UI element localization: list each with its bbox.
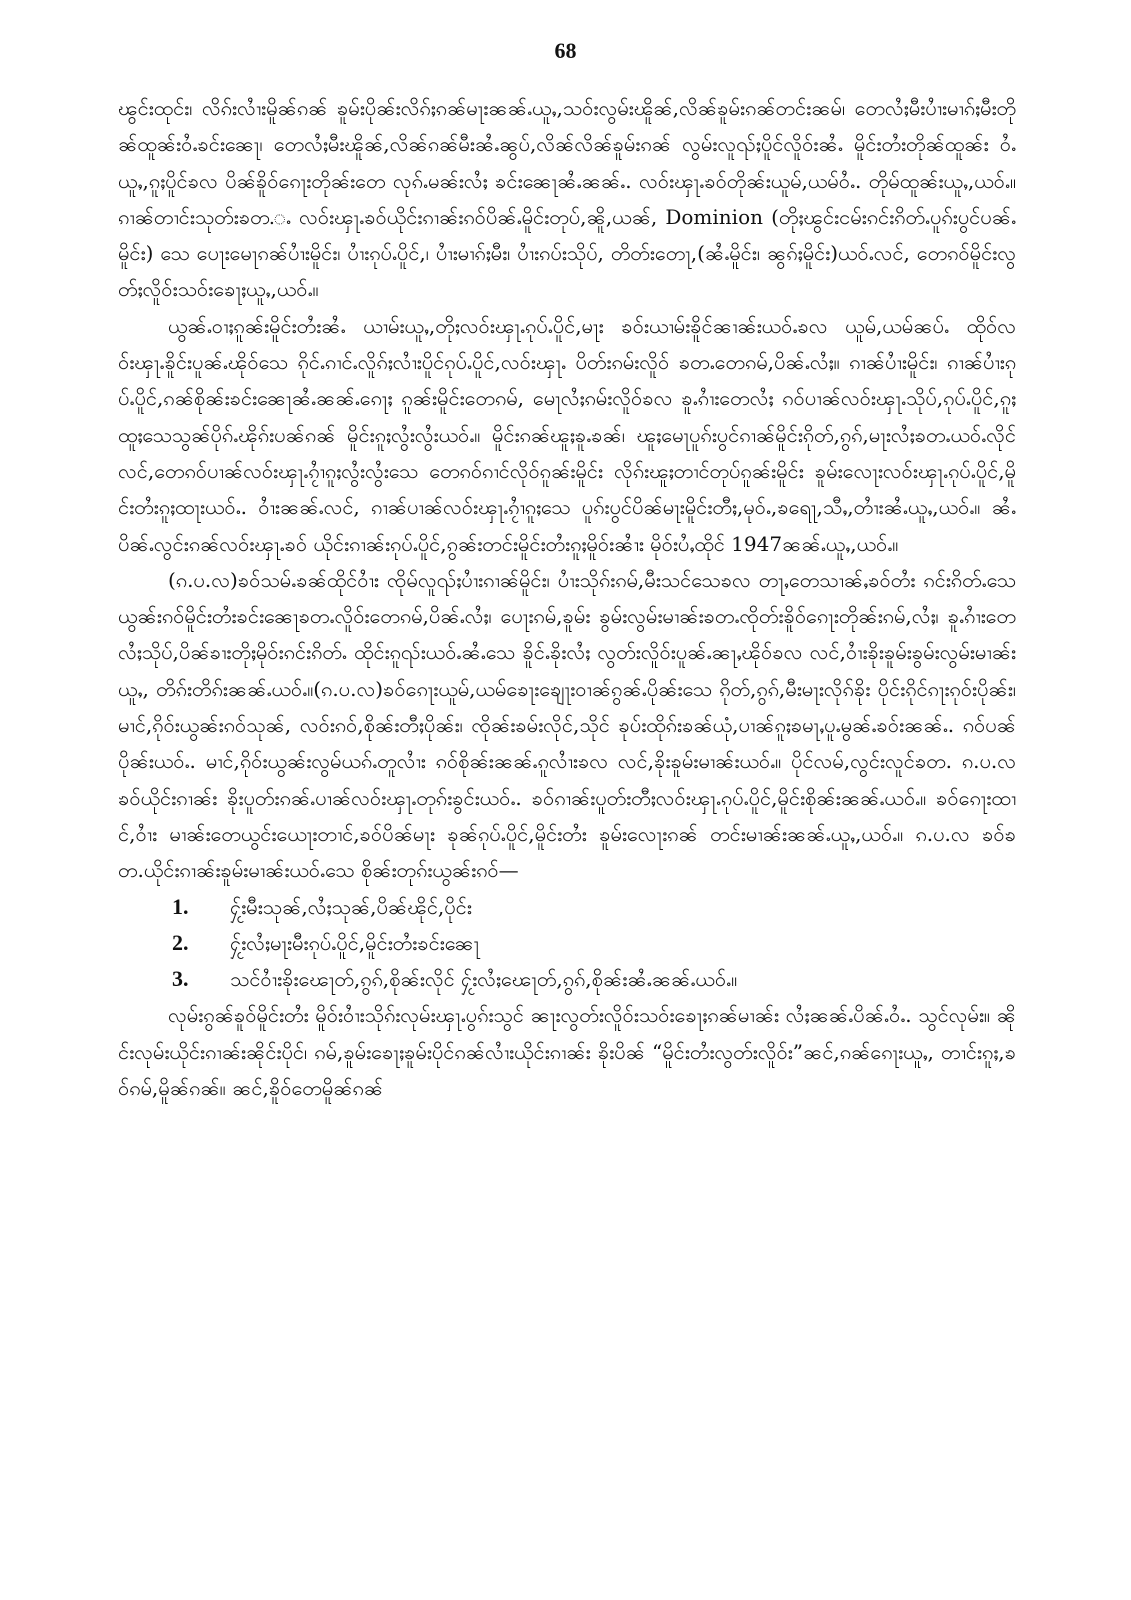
list-item-text: သင်ဝၢႆးၶိုးၽေႃတ်,ၵွၵ်,စိုၼ်းလိုင် ႁႂ်းလႆႈၽေႃတ်,ၵွၵ်,စိုၼ်းၼႆႉၼၼ်ႉယဝ်ႉ။ — [230, 967, 738, 992]
list-item-number: 2. — [172, 929, 189, 955]
list-item-number: 3. — [172, 966, 189, 992]
list-item — [118, 925, 1016, 961]
page-body — [118, 90, 1016, 1106]
numbered-list — [118, 889, 1016, 998]
list-item-text: ႁႂ်းမီးသုၼ်,လႆႈသုၼ်,ပိၼ်ၽိုင်,ပိုင်း — [230, 894, 472, 919]
closing-paragraph: လုမ်းၵွၼ်ၶူဝ်မိူင်းတႆး မိူဝ်းဝၢႆးသိုၵ်းလုမ်းၾႃႉပွၵ်းသွင် ၼႃးလွတ်းလိူဝ်းသဝ်းၶေႃႈၵၼ်မၢၼ်း လႆႈၼၼ်ႉပိၼ်ႉဝႆႉ. သွင်လုမ်း။ ၼိုင်းလုမ်းယိုင်းၵၢၼ်းၼိုင်းပိုင်၊ ၵမ်,ၶူမ်းၶေႃႈၶူမ်းပိုင်ၵၼ်လၢႆးယိုင်းၵၢၼ်း ၶိုးပိၼ် “မိူင်းတႆးလွတ်းလိူဝ်း”ၼင်,ၵၼ်ၵေႃးယူႇ, တၢင်းၵူႈ,ၶဝ်ၵမ်,မိူၼ်ၵၼ်။ ၼင်,ၶိူဝ်တေမိူၼ်ၵၼ် — [118, 1003, 1016, 1101]
paragraph-1: ၽွင်းထုင်း၊ လိၵ်းလၢႆးမိူၼ်ၵၼ် ၶူမ်းပိုၼ်းလိၵ်ႈၵၼ်မႃးၼၼ်ႉယူႇ,သဝ်းလွမ်းၽိူၼ်,လိၼ်ၶူမ်းၵၼ်တင်းၼမ်၊ တေလႆႈမီးပၢႆးမၢၵ်ႈမီးတိုၼ်ထူၼ်းဝႆႉၶင်းၼေႃ၊ တေလႆႈမီးၽိူၼ်,လိၼ်ၵၼ်မီးၼႆႉၼွပ်,လိၼ်လိၼ်ၶူမ်းၵၼ် လွမ်းလူၺ်ႈပိူင်လိူဝ်းၼႆႉ မိူင်းတႆးတိုၼ်ထူၼ်း ဝႆႉယူႇ,ၵူႈပိူင်ၶလ ပိၼ်ၶိူဝ်ၵေႃးတိုၼ်းတေ လုၵ်ႉမၼ်းလႆႈ ၶင်းၼေႃၼႆႉၼၼ်ႉ. လဝ်းၾႃႉၶဝ်တိုၼ်းယူမ်,ယမ်ဝႆႉ. တိုမ်ထူၼ်းယူႇ,ယဝ်ႉ။ ၵၢၼ်တၢင်းသုတ်းၶတ.ႉ လဝ်းၾႃႉၶဝ်ယိုင်းၵၢၼ်းၵဝ်ပိၼ်ႉမိူင်းတုပ်,ၼိူ,ယၼ်, Dominion (တိုႈၽွင်းငမ်းၵင်းၵိတ်ႉပူၵ်းပွင်ပၼ်ႉမိူင်း) သေ ပေႃးမေႃၵၼ်ပၢႆးမိူင်း၊ ပၢႆးၵုပ်ႉပိူင်,၊ ပၢႆးမၢၵ်ႈမီး၊ ပၢႆးၵပ်းသိုပ်, တိတ်းတေႃ,(ၼႆႉမိူင်း၊ ၼွၵ်ႈမိူင်း)ယဝ်ႉလင်, တေၵဝ်မိူင်းလွတ်ႈလိူဝ်းသဝ်းၶေႃႈယူႇ,ယဝ်ႉ။ — [118, 96, 1016, 302]
list-item-number: 1. — [172, 893, 189, 919]
list-item — [118, 889, 1016, 925]
paragraph-3: (ၵ.ပ.လ)ၶဝ်သမ်ႉၶၼ်ထိုင်ဝၢႆး ၸိုမ်လူၺ်ႈပၢႆးၵၢၼ်မိူင်း၊ ပၢႆးသိုၵ်းၵမ်,မီးသင်သေၶလ တႃႇတေသၢၼ်ႇၶဝ်တႆး ၵင်းၵိတ်ႉသေ ယွၼ်းၵဝ်မိူင်းတႆးၶင်းၼေႃၶတႉလိူဝ်းတေၵမ်,ပိၼ်ႉလႆႈ၊ ပေႃးၵမ်,ၶူမ်း ၶွမ်းလွမ်းမၢၼ်းၶတႉၸိုတ်းၶိူဝ်ၵေႃးတိုၼ်းၵမ်,လႆႈ၊ ၶူႉၵၢႆးတေလႆႈသိုပ်,ပိၼ်ၶၢးတိုႈမိုဝ်းၵင်းၵိတ်ႉ ထိုင်းၵူၺ်းယဝ်ႉၼႆႉသေ ၶိူင်ႉၶိုးလႆႈ လွတ်းလိူဝ်းပူၼ်ႉၼႃႇၽိုဝ်ၶလ လင်,ဝၢႆးၶိုးၶူမ်းၶွမ်းလွမ်းမၢၼ်းယူႇ, တိၵ်းတိၵ်းၼၼ်ႉယဝ်ႉ။(ၵ.ပ.လ)ၶဝ်ၵေႃးယူမ်,ယမ်ၶေႃးၶျေႃးဝၢၼ်ၵွၼ်ႉပိုၼ်းသေ ၵိုတ်,ၵွၵ်,မီးမႃးလိုၵ်ၶိုး ပိုင်းၵိုင်ၵႃးၵုဝ်းပိုၼ်း၊ မၢင်,ၵိုဝ်းယွၼ်းၵဝ်သုၼ်, လဝ်းၵဝ်,စိုၼ်းတီႈပိုၼ်း၊ ၸိုၼ်းၶမ်းလိုင်,သိုင် ၶုပ်းထိုၵ်းၶၼ်ယုံ,ပၢၼ်ၵူႈၶမႃႇပူႉမွၼ်ႉၶဝ်းၼၼ်ႉ. ၵဝ်ပၼ်ပိုၼ်းယဝ်ႉ. မၢင်,ၵိုဝ်းယွၼ်းလွမ်ယၵ်ႉတူလၢႆး ၵဝ်စိုၼ်းၼၼ်ႉၵူလၢႆးၶလ လင်,ၶိုးၶူမ်းမၢၼ်းယဝ်ႉ။ ပိုင်လမ်,လွင်းလူင်ၶတ. ၵ.ပ.လ ၶဝ်ယိုင်းၵၢၼ်း ၶိုးပူတ်းၵၼ်ႉပၢၼ်လဝ်းၾႃႉတုၵ်းၶွင်းယဝ်ႉ. ၶဝ်ၵၢၼ်းပူတ်းတီႈလဝ်းၾႃႉၵုပ်ႉပိူင်,မိူင်းစိုၼ်းၼၼ်ႉယဝ်ႉ။ ၶဝ်ၵေႃးထၢင်,ဝၢႆး မၢၼ်းတေယွင်းယေႃးတၢင်,ၶဝ်ပိၼ်မႃး ၶုၼ်ၵုပ်ႉပိူင်,မိူင်းတႆး ၶူမ်းလေႃးၵၼ် တင်းမၢၼ်းၼၼ်ႉယူႇ,ယဝ်ႉ။ ၵ.ပ.လ ၶဝ်ၶတ.ယိုင်းၵၢၼ်းၶူမ်းမၢၼ်းယဝ်ႉသေ စိုၼ်းတုၵ်းယွၼ်းၵဝ်— — [118, 567, 1016, 883]
list-item-text: ႁႂ်းလႆႈမႃးမီးၵုပ်ႉပိူင်,မိူင်းတႆးၶင်းၼေႃ — [230, 930, 480, 955]
paragraph-2: ယွၼ်ႉဝၢႈၵူၼ်းမိူင်းတႆးၼႆႉ ယၢမ်းယူႇ,တိုႈလဝ်းၾႃႉၵုပ်ႉပိူင်,မႃး ၶဝ်းယၢမ်းၶိူင်ၼၢၼ်းယဝ်ႉၶလ ယူမ်,ယမ်ၼပ်ႉ ထိုဝ်လဝ်းၾႃႉၶိူင်းပူၼ်ႉၽိုဝ်သေ ၵိုင်ႉၵၢင်ႉလိူၵ်ႈလၢႆးပိူင်ၵုပ်ႉပိူင်,လဝ်းၾႃႉ ပိတ်းၵမ်းလိူဝ် ၶတႉတေၵမ်,ပိၼ်ႉလႆႈ။ ၵၢၼ်ပၢႆးမိူင်း၊ ၵၢၼ်ပၢႆးၵုပ်ႉပိူင်,ၵၼ်စိုၼ်းၶင်းၼေႃၼႆႉၼၼ်ႉၵေႃႈ ၵူၼ်းမိူင်းတေၵမ်, မေႃလႆႈၵမ်းလိူဝ်ၶလ ၶူႉၵၢႆးတေလႆႈ ၵဝ်ပၢၼ်လဝ်းၾႃႉသိုပ်,ၵုပ်ႉပိူင်,ၵူႈထူႈသေသွၼ်ပိုၵ်ႉၽိုၵ်းပၼ်ၵၼ် မိူင်းၵူႈလွႆးလွႆးယဝ်ႉ။ မိူင်းၵၼ်ၽူႈၶူႉၶၼ်၊ ၽူႈမေႃပူၵ်းပွင်ၵၢၼ်မိူင်းၵိုတ်,ၵွၵ်,မႃးလႆႈၶတႉယဝ်ႉလိုင်လင်,တေၵဝ်ပၢၼ်လဝ်းၾႃႉၵႂၢႆၵူႈလွႆးလွႆးသေ တေၵဝ်ၵၢင်လိုဝ်ၵူၼ်းမိူင်း လိုၵ်းၽူႈတၢင်တုပ်ၵူၼ်းမိူင်း ၶူမ်းလေႃးလဝ်းၾႃႉၵုပ်ႉပိူင်,မိူင်းတႆးၵူႈထႃးယဝ်ႉ. ဝၢႆးၼၼ်ႉလင်, ၵၢၼ်ပၢၼ်လဝ်းၾႃႉၵႂၢႆၵူႈသေ ပူၵ်းပွင်ပိၼ်မႃးမိူင်းတီႈ,မုဝ်ႉ,ၶရေႃ,သီႇ,တၢႆးၼႆႉယူႇ,ယဝ်ႉ။ ၼႆႉပိၼ်ႉလွင်းၵၼ်လဝ်းၾႃႉၶဝ် ယိုင်းၵၢၼ်းၵုပ်ႉပိူင်,ၵွၼ်းတင်းမိူင်းတႆးၵူႈမိူဝ်းၼၢႆး မိုဝ်းပႆႇထိုင် 1947ၼၼ်ႉယူႇ,ယဝ်ႉ။ — [118, 313, 1016, 556]
page-number: 68 — [554, 38, 577, 63]
list-item — [118, 961, 1016, 997]
